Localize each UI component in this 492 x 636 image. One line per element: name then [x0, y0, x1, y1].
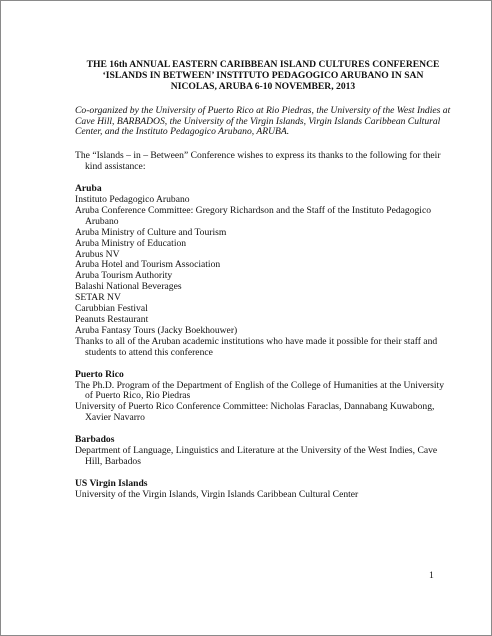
- list-item: Aruba Conference Committee: Gregory Richardson and the Staff of the Instituto Pedagogico Arubano: [75, 204, 432, 227]
- list-item: SETAR NV: [75, 292, 121, 304]
- section-heading: US Virgin Islands: [75, 477, 148, 489]
- section-aruba: [75, 184, 451, 359]
- list-item: Instituto Pedagogico Arubano: [75, 194, 190, 206]
- list-item: Aruba Fantasy Tours (Jacky Boekhouwer): [75, 324, 238, 336]
- section-heading: Barbados: [75, 434, 115, 446]
- list-item: The Ph.D. Program of the Department of English of the College of Humanities at the University of Puerto Rico, Rio Piedras: [75, 379, 445, 402]
- list-item: Balashi National Beverages: [75, 281, 182, 293]
- list-item: Aruba Ministry of Education: [75, 237, 187, 249]
- list-item: Peanuts Restaurant: [75, 314, 149, 326]
- section-barbados: [75, 435, 451, 468]
- section-puerto-rico: [75, 370, 451, 425]
- document-body: [75, 59, 451, 501]
- list-item: Department of Language, Linguistics and Literature at the University of the West Indies, Cave Hill, Barbados: [75, 445, 438, 467]
- document-title: THE 16th ANNUAL EASTERN CARIBBEAN ISLAND CULTURES CONFERENCE ‘ISLANDS IN BETWEEN’ INSTITUTO PEDAGOGICO ARUBANO IN SAN NICOLAS, ARUBA 6-10 NOVEMBER, 2013: [86, 59, 440, 93]
- list-item: Carubbian Festival: [75, 303, 148, 315]
- co-organizers-paragraph: Co-organized by the University of Puerto Rico at Rio Piedras, the University of the West Indies at Cave Hill, BARBADOS, the University of the Virgin Islands, Virgin Islands Caribbean Cultural Center, and the Instituto Pedagogico Arubano, ARUBA.: [75, 104, 451, 138]
- list-item: University of the Virgin Islands, Virgin Islands Caribbean Cultural Center: [75, 488, 359, 500]
- section-entry-list: [75, 490, 451, 501]
- page-number: 1: [429, 570, 434, 581]
- list-item: Aruba Hotel and Tourism Association: [75, 259, 221, 271]
- section-entry-list: [75, 446, 451, 468]
- section-entry-list: [75, 195, 451, 359]
- list-item: University of Puerto Rico Conference Committee: Nicholas Faraclas, Dannabang Kuwabong, Xavier Navarro: [75, 401, 435, 424]
- list-item: Arubus NV: [75, 248, 120, 260]
- list-item: Aruba Tourism Authority: [75, 270, 173, 282]
- section-us-virgin-islands: [75, 479, 451, 501]
- acknowledgement-sections: [75, 184, 451, 501]
- list-item: Aruba Ministry of Culture and Tourism: [75, 226, 227, 238]
- section-entry-list: [75, 381, 451, 425]
- section-heading: Puerto Rico: [75, 368, 124, 380]
- section-heading: Aruba: [75, 183, 102, 195]
- thanks-paragraph: The “Islands – in – Between” Conference wishes to express its thanks to the following for their kind assistance:: [75, 150, 441, 173]
- list-item: Thanks to all of the Aruban academic institutions who have made it possible for their staff and students to attend this conference: [75, 335, 438, 358]
